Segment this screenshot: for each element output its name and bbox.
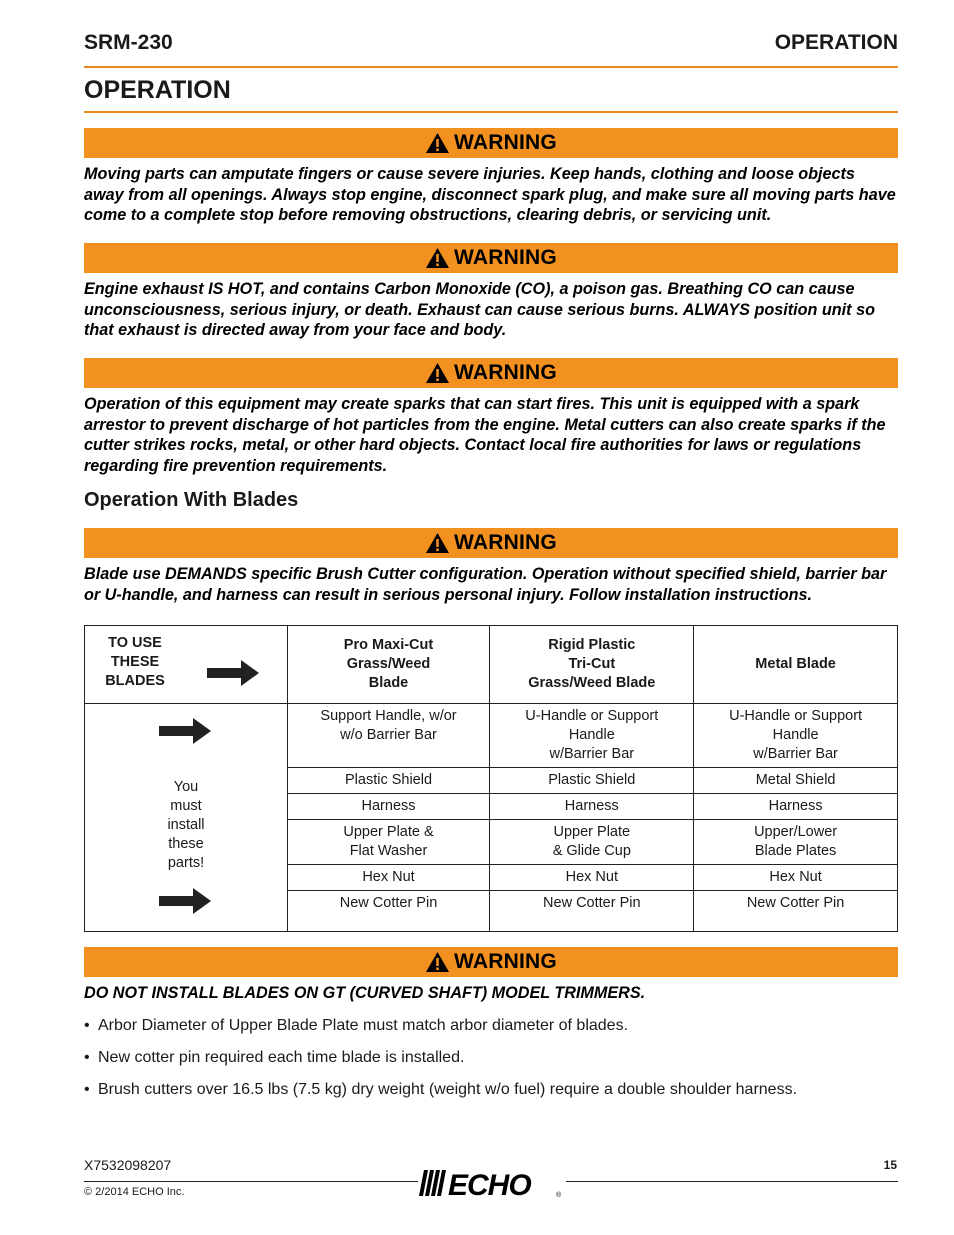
warning-banner: [84, 947, 898, 977]
table-cell: Harness: [490, 794, 694, 820]
warning-text: Moving parts can amputate fingers or cause severe injuries. Keep hands, clothing and loose objects away from all openings. Always stop engine, disconnect spark plug, and make sure all moving parts have come to a complete stop before removing obstructions, clearing debris, or servicing unit.: [84, 165, 896, 224]
table-cell: [490, 704, 694, 768]
cell-line: U-Handle or Support: [525, 708, 659, 724]
warning-triangle-icon: [425, 247, 450, 269]
instruction-line: these: [168, 836, 204, 852]
warning-block-exhaust: [84, 243, 898, 341]
warning-triangle-icon: [425, 132, 450, 154]
table-cell: New Cotter Pin: [694, 891, 898, 932]
list-item: • New cotter pin required each time blade is installed.: [84, 1048, 898, 1068]
corner-line: BLADES: [105, 673, 165, 689]
cell-line: Handle: [568, 727, 615, 743]
instruction-line: must: [170, 798, 202, 814]
cell-line: w/o Barrier Bar: [340, 727, 437, 743]
cell-line: & Glide Cup: [552, 843, 631, 859]
warning-text: DO NOT INSTALL BLADES ON GT (CURVED SHAFT) MODEL TRIMMERS.: [84, 984, 646, 1002]
copyright: © 2/2014 ECHO Inc.: [84, 1186, 185, 1198]
model-name: SRM-230: [84, 31, 173, 54]
corner-line: THESE: [110, 654, 160, 670]
header-line: Metal Blade: [755, 656, 836, 672]
echo-logo: [418, 1166, 566, 1200]
page-title: OPERATION: [84, 76, 898, 113]
table-cell: [694, 704, 898, 768]
table-cell: Plastic Shield: [287, 768, 490, 794]
corner-cell: [85, 626, 288, 704]
document-number: X7532098207: [84, 1157, 172, 1173]
right-arrow-icon: [159, 718, 211, 744]
warning-label: WARNING: [454, 950, 557, 973]
table-cell: Metal Shield: [694, 768, 898, 794]
warning-text: Engine exhaust IS HOT, and contains Carbon Monoxide (CO), a poison gas. Breathing CO can cause unconsciousness, serious injury, or death. Exhaust can cause serious burns. ALWAYS position unit so that exhaust is directed away from your face and body.: [84, 280, 875, 339]
warning-block-moving-parts: [84, 128, 898, 226]
page-header: [84, 30, 898, 68]
table-cell: Hex Nut: [490, 865, 694, 891]
header-line: Grass/Weed Blade: [528, 675, 656, 691]
instruction-line: install: [167, 817, 205, 833]
page-number: 15: [883, 1158, 897, 1172]
warning-label: WARNING: [454, 531, 557, 554]
instruction-line: parts!: [167, 855, 205, 871]
cell-line: Handle: [772, 727, 819, 743]
table-cell: New Cotter Pin: [287, 891, 490, 932]
cell-line: Support Handle, w/or: [320, 708, 457, 724]
table-cell: [490, 820, 694, 865]
right-arrow-icon: [207, 660, 259, 686]
warning-block-gt-models: [84, 947, 898, 1004]
header-line: Pro Maxi-Cut: [343, 637, 434, 653]
corner-line: TO USE: [108, 635, 162, 651]
logo-wordmark: ECHO: [448, 1169, 531, 1200]
warning-triangle-icon: [425, 362, 450, 384]
right-arrow-icon: [159, 888, 211, 914]
cell-line: Blade Plates: [754, 843, 837, 859]
table-cell: [287, 704, 490, 768]
header-line: Blade: [368, 675, 409, 691]
cell-line: Upper/Lower: [754, 824, 838, 840]
column-header-rigid-plastic: [490, 626, 694, 704]
table-cell: Harness: [287, 794, 490, 820]
instruction-line: You: [173, 779, 199, 795]
cell-line: Upper Plate: [553, 824, 631, 840]
svg-text:®: ®: [556, 1192, 562, 1199]
notes-list: [84, 1016, 898, 1112]
table-cell: Hex Nut: [694, 865, 898, 891]
warning-label: WARNING: [454, 361, 557, 384]
section-title: Operation With Blades: [84, 489, 299, 511]
warning-banner: [84, 128, 898, 158]
cell-line: w/Barrier Bar: [549, 746, 635, 762]
warning-text: Operation of this equipment may create sparks that can start fires. This unit is equipped with a spark arrestor to prevent discharge of hot particles from the engine. Metal cutters can also create sparks if the cutter strikes rocks, metal, or other hard objects. Contact local fire authorities for laws or regulations regarding fire prevention requirements.: [84, 395, 886, 475]
warning-label: WARNING: [454, 131, 557, 154]
cell-line: Upper Plate &: [343, 824, 434, 840]
warning-block-sparks: [84, 358, 898, 476]
warning-banner: [84, 243, 898, 273]
list-item: • Brush cutters over 16.5 lbs (7.5 kg) dry weight (weight w/o fuel) require a double shoulder harness.: [84, 1080, 898, 1100]
table-cell: Plastic Shield: [490, 768, 694, 794]
column-header-pro-maxi-cut: [287, 626, 490, 704]
table-cell: New Cotter Pin: [490, 891, 694, 932]
cell-line: Flat Washer: [349, 843, 428, 859]
cell-line: U-Handle or Support: [729, 708, 863, 724]
table-header-row: [85, 626, 898, 704]
column-header-metal-blade: [694, 626, 898, 704]
header-line: Rigid Plastic: [548, 637, 636, 653]
warning-triangle-icon: [425, 532, 450, 554]
table-cell: [287, 820, 490, 865]
warning-block-blade-config: [84, 528, 898, 605]
header-line: Grass/Weed: [346, 656, 431, 672]
table-row: [85, 704, 898, 768]
instruction-cell: [85, 704, 288, 932]
warning-banner: [84, 358, 898, 388]
table-cell: Harness: [694, 794, 898, 820]
cell-line: w/Barrier Bar: [753, 746, 838, 762]
list-item: • Arbor Diameter of Upper Blade Plate must match arbor diameter of blades.: [84, 1016, 898, 1036]
section-name: OPERATION: [774, 31, 898, 54]
header-line: Tri-Cut: [568, 656, 616, 672]
warning-banner: [84, 528, 898, 558]
table-cell: Hex Nut: [287, 865, 490, 891]
table-cell: [694, 820, 898, 865]
warning-triangle-icon: [425, 951, 450, 973]
blade-parts-table: [84, 625, 898, 932]
warning-text: Blade use DEMANDS specific Brush Cutter configuration. Operation without specified shield, barrier bar or U-handle, and harness can result in serious personal injury. Follow installation instructions.: [84, 565, 887, 604]
warning-label: WARNING: [454, 246, 557, 269]
